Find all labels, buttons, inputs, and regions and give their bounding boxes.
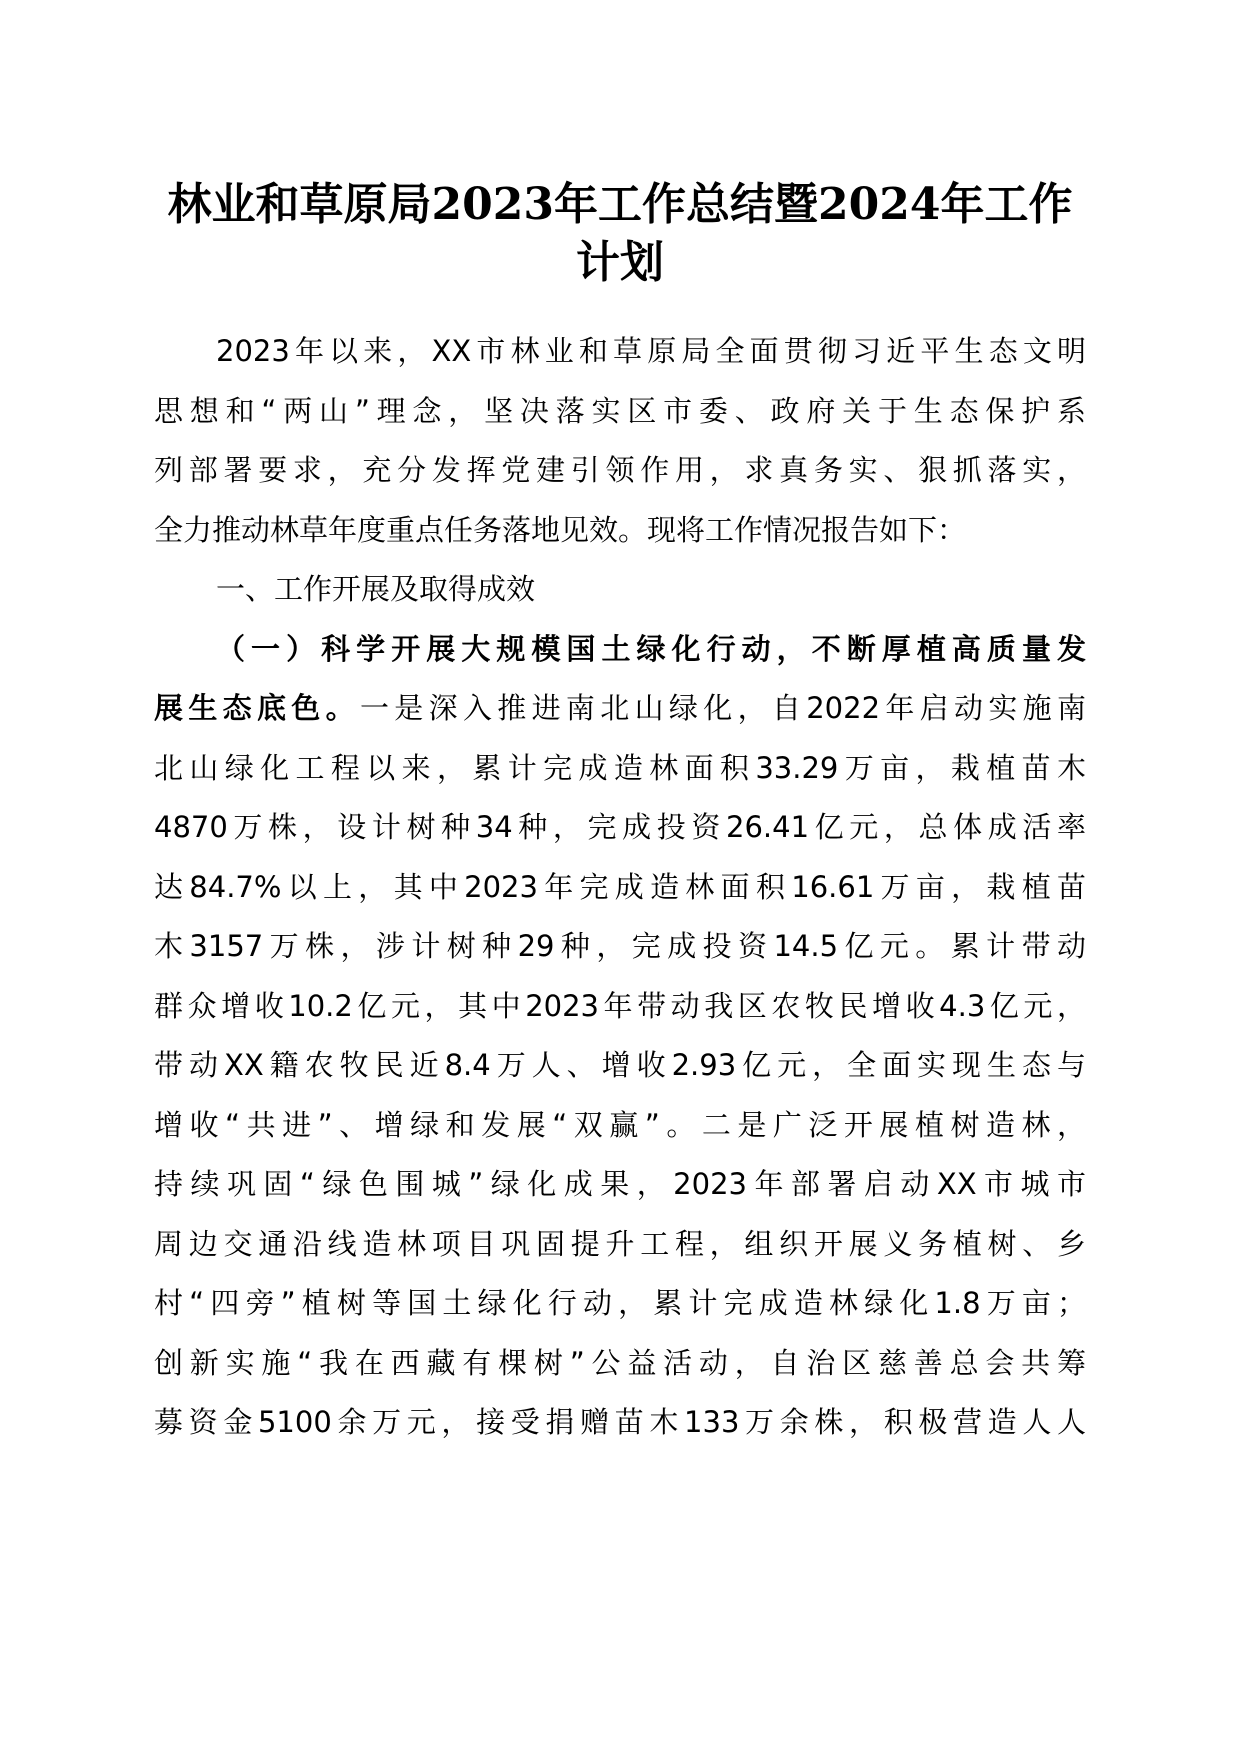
- subsection-heading-end: 展生态底色。: [154, 691, 360, 725]
- paragraph-line: 4870万株，设计树种34种，完成投资26.41亿元，总体成活率: [154, 810, 1086, 844]
- paragraph-line: 北山绿化工程以来，累计完成造林面积33.29万亩，栽植苗木: [154, 750, 1086, 785]
- intro-line: 思想和“两山”理念，坚决落实区市委、政府关于生态保护系: [154, 393, 1086, 428]
- document-title: [150, 176, 1090, 292]
- paragraph-line: 达84.7%以上，其中2023年完成造林面积16.61万亩，栽植苗: [154, 869, 1086, 904]
- section-heading: 一、工作开展及取得成效: [216, 572, 536, 606]
- paragraph-line: 群众增收10.2亿元，其中2023年带动我区农牧民增收4.3亿元，: [154, 988, 1086, 1023]
- paragraph-text: 一是深入推进南北山绿化，自2022年启动实施南: [359, 691, 1086, 725]
- intro-line: 全力推动林草年度重点任务落地见效。现将工作情况报告如下：: [154, 512, 967, 547]
- document-body: [154, 322, 1086, 1453]
- paragraph-line: 创新实施“我在西藏有棵树”公益活动，自治区慈善总会共筹: [154, 1345, 1086, 1380]
- paragraph-line: 带动XX籍农牧民近8.4万人、增收2.93亿元，全面实现生态与: [154, 1048, 1086, 1082]
- intro-line: 2023年以来，XX市林业和草原局全面贯彻习近平生态文明: [216, 334, 1086, 368]
- title-line-1: 林业和草原局2023年工作总结暨2024年工作: [167, 179, 1073, 230]
- paragraph-line: 周边交通沿线造林项目巩固提升工程，组织开展义务植树、乡: [154, 1226, 1086, 1261]
- paragraph-line: [154, 679, 1086, 739]
- paragraph-line: 村“四旁”植树等国土绿化行动，累计完成造林绿化1.8万亩；: [154, 1286, 1086, 1320]
- paragraph-line: 木3157万株，涉计树种29种，完成投资14.5亿元。累计带动: [154, 929, 1086, 963]
- paragraph-line: 募资金5100余万元，接受捐赠苗木133万余株，积极营造人人: [154, 1405, 1086, 1439]
- intro-line: 列部署要求，充分发挥党建引领作用，求真务实、狠抓落实，: [154, 453, 1086, 487]
- subsection-heading: （一）科学开展大规模国土绿化行动，不断厚植高质量发: [216, 631, 1086, 666]
- paragraph-line: 增收“共进”、增绿和发展“双赢”。二是广泛开展植树造林，: [154, 1107, 1086, 1142]
- title-line-2: 计划: [576, 237, 664, 288]
- paragraph-line: 持续巩固“绿色围城”绿化成果，2023年部署启动XX市城市: [154, 1167, 1086, 1201]
